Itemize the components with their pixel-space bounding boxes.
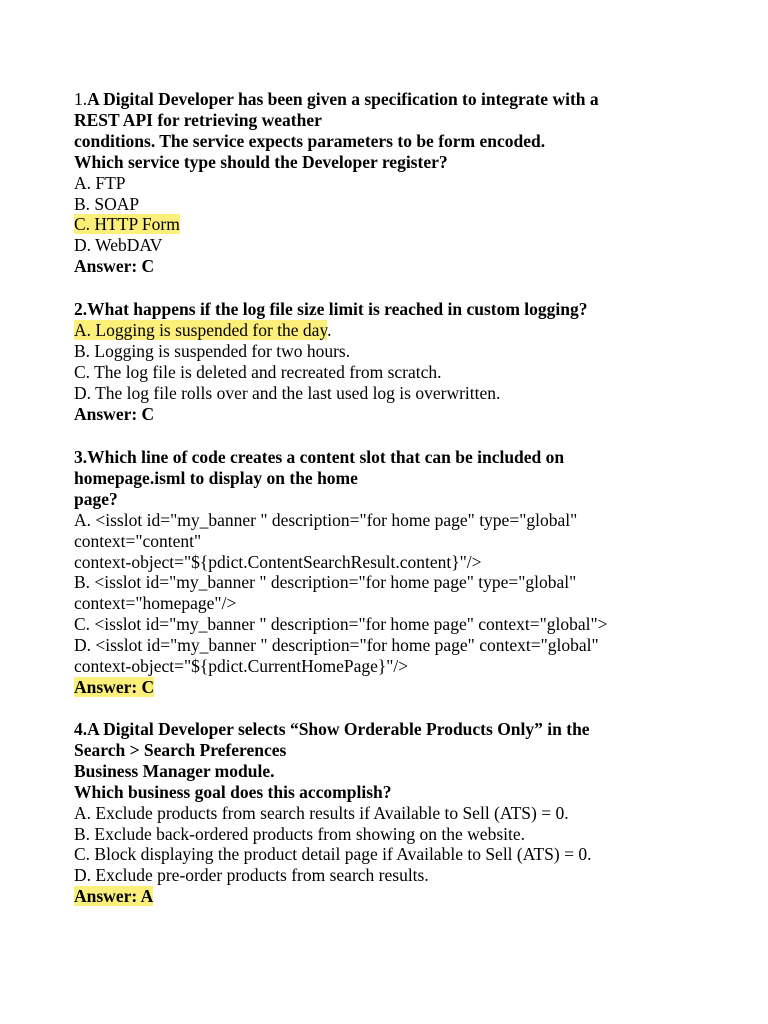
question-1 [74,89,734,277]
question-1-number: 1. [74,89,88,109]
question-4 [74,719,734,907]
question-3-stem-text: Which line of code creates a content slot that can be included on [87,447,565,467]
question-1-stem-line-4: Which service type should the Developer register? [74,151,448,172]
question-4-number: 4. [74,719,88,739]
question-2-stem-line-1 [74,299,734,320]
question-3-answer: Answer: C [74,676,155,697]
question-3-option-d-line-1: D. <isslot id="my_banner " description="for home page" context="global" [74,635,599,656]
question-4-option-c: C. Block displaying the product detail page if Available to Sell (ATS) = 0. [74,844,592,865]
question-3-option-a-line-3: context-object="${pdict.ContentSearchResult.content}"/> [74,551,482,572]
question-3-stem-line-2: homepage.isml to display on the home [74,467,358,488]
question-1-stem-line-3: conditions. The service expects parameters to be form encoded. [74,130,546,151]
question-4-option-a: A. Exclude products from search results if Available to Sell (ATS) = 0. [74,802,569,823]
question-1-option-d: D. WebDAV [74,235,163,256]
question-3-option-b-line-1: B. <isslot id="my_banner " description="for home page" type="global" [74,572,577,593]
question-1-stem-line-2: REST API for retrieving weather [74,109,322,130]
question-2 [74,299,734,424]
question-3-stem-line-3: page? [74,488,118,509]
question-1-stem-line-1 [74,89,734,110]
question-2-stem-text: What happens if the log file size limit is reached in custom logging? [87,299,588,319]
question-3-option-c: C. <isslot id="my_banner " description="for home page" context="global"> [74,614,608,635]
question-2-answer: Answer: C [74,403,155,424]
question-1-option-c-line [74,214,734,235]
question-1-stem-text: A Digital Developer has been given a specification to integrate with a [87,89,599,109]
question-3-option-d-line-2: context-object="${pdict.CurrentHomePage}"/> [74,656,409,677]
question-1-answer: Answer: C [74,256,155,277]
question-4-answer: Answer: A [74,886,154,907]
question-2-option-a-period: . [327,319,332,340]
question-4-option-d: D. Exclude pre-order products from search results. [74,865,429,886]
question-3-number: 3. [74,447,88,467]
question-3-option-a-line-2: context="content" [74,530,202,551]
question-3-option-a-line-1: A. <isslot id="my_banner " description="for home page" type="global" [74,509,578,530]
question-4-answer-line [74,886,734,907]
question-4-option-b: B. Exclude back-ordered products from showing on the website. [74,823,525,844]
question-4-stem-line-1 [74,719,734,740]
question-2-option-a-line [74,320,734,341]
question-1-option-a: A. FTP [74,172,126,193]
question-3-option-b-line-2: context="homepage"/> [74,593,237,614]
question-1-option-c-highlighted: C. HTTP Form [74,214,180,235]
question-3-answer-line [74,677,734,698]
question-2-option-c: C. The log file is deleted and recreated from scratch. [74,361,442,382]
question-2-option-b: B. Logging is suspended for two hours. [74,340,351,361]
question-3 [74,447,734,698]
question-4-stem-line-2: Search > Search Preferences [74,739,287,760]
question-2-number: 2. [74,299,88,319]
question-1-option-b: B. SOAP [74,193,140,214]
question-2-option-d: D. The log file rolls over and the last used log is overwritten. [74,382,501,403]
question-4-stem-text: A Digital Developer selects “Show Orderable Products Only” in the [87,719,590,739]
question-4-stem-line-3: Business Manager module. [74,760,275,781]
question-4-stem-line-4: Which business goal does this accomplish? [74,781,392,802]
question-3-stem-line-1 [74,447,734,468]
question-2-option-a-highlighted: A. Logging is suspended for the day [74,319,328,340]
